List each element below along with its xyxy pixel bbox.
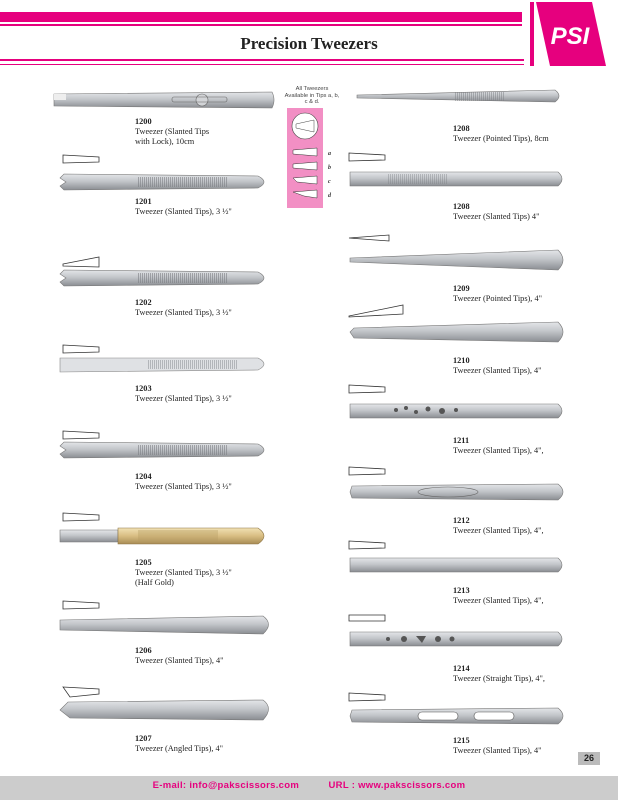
product-code: 1214 [453, 664, 470, 673]
top-accent-line [0, 24, 530, 26]
caption-1205 [135, 558, 232, 588]
tip-types-diagram [284, 106, 340, 210]
tip-label-a: a [328, 150, 331, 157]
legend-title: All Tweezers Available in Tips a, b, c & d. [284, 86, 340, 105]
caption-1208-slanted [453, 202, 539, 222]
product-desc: Tweezer (Slanted Tips), 3 ½" [135, 482, 232, 491]
page-number: 26 [578, 752, 600, 765]
caption-1206 [135, 646, 224, 666]
tip-label-b: b [328, 164, 331, 171]
footer-email[interactable]: E-mail: info@pakscissors.com [152, 780, 300, 791]
product-desc: Tweezer (Slanted Tips), 4", [453, 446, 544, 455]
product-code: 1203 [135, 384, 152, 393]
tip-shape-1209 [348, 234, 390, 242]
tweezer-image-1202 [58, 264, 273, 292]
tweezer-image-1209 [348, 246, 570, 274]
tip-label-c: c [328, 178, 331, 185]
caption-1214 [453, 664, 545, 684]
tweezer-image-1201 [58, 168, 273, 196]
caption-1203 [135, 384, 232, 404]
product-desc: Tweezer (Slanted Tips), 4" [135, 656, 224, 665]
tip-shape-1210 [348, 304, 404, 318]
caption-1211 [453, 436, 544, 456]
tweezer-image-1208-pointed [355, 86, 565, 108]
product-code: 1201 [135, 197, 152, 206]
tip-shape-1214 [348, 614, 386, 622]
tips-legend [284, 86, 340, 204]
caption-1213 [453, 586, 544, 606]
caption-1208-pointed [453, 124, 549, 144]
product-desc-2: with Lock), 10cm [135, 137, 195, 146]
product-code: 1213 [453, 586, 470, 595]
tweezer-image-1206 [58, 612, 276, 640]
tip-label-d: d [328, 192, 331, 199]
product-code: 1206 [135, 646, 152, 655]
product-desc: Tweezer (Pointed Tips), 4" [453, 294, 542, 303]
caption-1204 [135, 472, 232, 492]
tip-shape-1208 [348, 152, 386, 162]
caption-1210 [453, 356, 542, 376]
product-desc: Tweezer (Pointed Tips), 8cm [453, 134, 549, 143]
product-desc: Tweezer (Angled Tips), 4" [135, 744, 224, 753]
page-title: Precision Tweezers [240, 34, 378, 53]
product-code: 1210 [453, 356, 470, 365]
caption-1212 [453, 516, 544, 536]
tweezer-image-1211 [348, 398, 570, 424]
tip-shape-1215 [348, 692, 386, 702]
tip-shape-1212 [348, 466, 386, 476]
tweezer-image-1214 [348, 626, 570, 652]
caption-1202 [135, 298, 232, 318]
tweezer-image-1215 [348, 702, 570, 730]
product-code: 1207 [135, 734, 152, 743]
product-desc: Tweezer (Slanted Tips), 3 ½" [135, 568, 232, 577]
tweezer-image-1200 [52, 86, 277, 114]
product-desc: Tweezer (Slanted Tips), 4" [453, 366, 542, 375]
tweezer-image-1212 [348, 478, 570, 506]
tweezer-image-1205 [58, 522, 273, 550]
caption-1201 [135, 197, 232, 217]
caption-1215 [453, 736, 542, 756]
tip-shape-1213 [348, 540, 386, 550]
product-desc: Tweezer (Slanted Tips), 4" [453, 746, 542, 755]
footer-url[interactable]: URL : www.pakscissors.com [328, 780, 466, 791]
tweezer-image-1213 [348, 552, 570, 578]
tweezer-image-1208-slanted [348, 166, 568, 192]
product-desc: Tweezer (Slanted Tips) 4" [453, 212, 540, 221]
tweezer-image-1204 [58, 436, 273, 464]
tip-shape-1211 [348, 384, 386, 394]
product-code: 1200 [135, 117, 152, 126]
caption-1207 [135, 734, 223, 754]
product-code: 1202 [135, 298, 152, 307]
tip-shape-1201 [62, 154, 100, 164]
tip-shape-1205 [62, 512, 100, 522]
product-code: 1212 [453, 516, 470, 525]
caption-1209 [453, 284, 542, 304]
tip-shape-1206 [62, 600, 100, 610]
tweezer-image-1210 [348, 318, 570, 348]
footer-contact [0, 780, 618, 791]
title-rule [0, 59, 524, 61]
product-desc-2: (Half Gold) [135, 578, 174, 587]
product-code: 1209 [453, 284, 470, 293]
product-desc: Tweezer (Slanted Tips), 4", [453, 596, 544, 605]
tweezer-image-1207 [58, 696, 276, 726]
product-code: 1204 [135, 472, 152, 481]
top-accent-bar [0, 12, 530, 22]
product-code: 1211 [453, 436, 470, 445]
product-code: 1208 [453, 124, 470, 133]
product-desc: Tweezer (Slanted Tips), 3 ½" [135, 394, 232, 403]
product-code: 1208 [453, 202, 470, 211]
title-rule-thin [0, 64, 524, 65]
product-desc: Tweezer (Slanted Tips), 3 ½" [135, 308, 232, 317]
product-desc: Tweezer (Slanted Tips [135, 127, 210, 136]
tweezer-image-1203 [58, 352, 273, 378]
product-code: 1205 [135, 558, 152, 567]
caption-1200 [135, 117, 209, 147]
logo-text: PSI [550, 23, 590, 50]
product-desc: Tweezer (Slanted Tips), 4", [453, 526, 544, 535]
product-desc: Tweezer (Slanted Tips), 3 ½" [135, 207, 232, 216]
product-code: 1215 [453, 736, 470, 745]
product-desc: Tweezer (Straight Tips), 4", [453, 674, 545, 683]
